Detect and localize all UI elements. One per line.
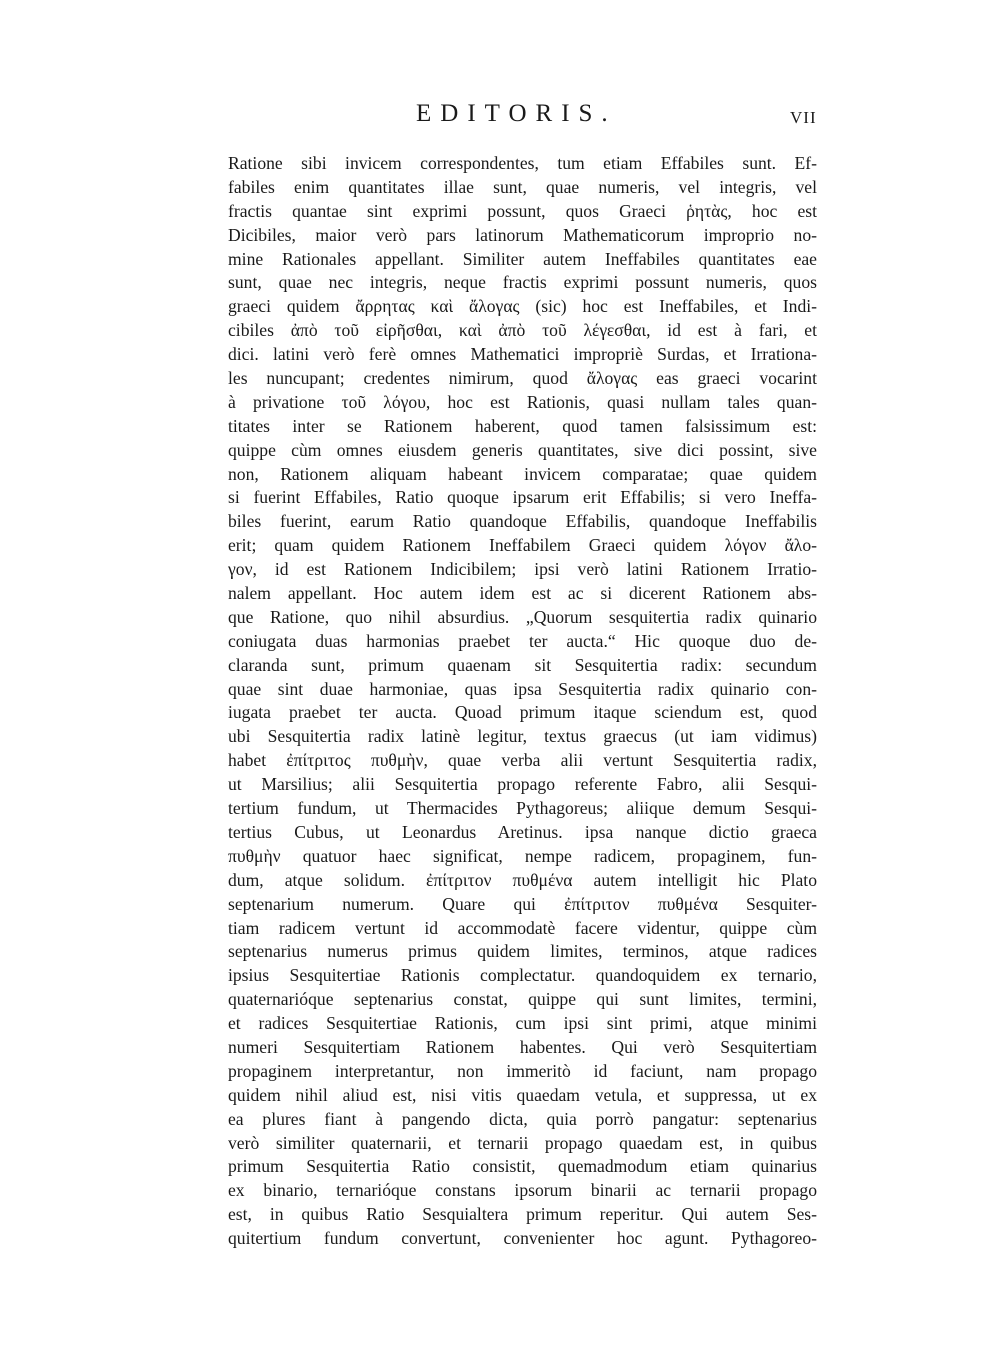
text-line: quidem nihil aliud est, nisi vitis quaedam vetula, et suppressa, ut ex	[228, 1084, 817, 1105]
text-line: quae sint duae harmoniae, quas ipsa Sesquitertia radix quinario con-	[228, 678, 817, 699]
text-line: septenarius numerus primus quidem limites, terminos, atque radices	[228, 941, 817, 962]
text-line: habet ἐπίτριτος πυθμὴν, quae verba alii vertunt Sesquitertia radix,	[228, 750, 817, 771]
text-line: tertium fundum, ut Thermacides Pythagoreus; aliique demum Sesqui-	[228, 798, 817, 819]
text-line: fractis quantae sint exprimi possunt, quos Graeci ῥητὰς, hoc est	[228, 200, 817, 221]
text-line: que Ratione, quo nihil absurdius. „Quorum sesquitertia radix quinario	[228, 606, 817, 627]
text-line: primum Sesquitertia Ratio consistit, quemadmodum etiam quinarius	[228, 1156, 817, 1177]
text-line: Ratione sibi invicem correspondentes, tum etiam Effabiles sunt. Ef-	[228, 153, 817, 173]
text-line: dum, atque solidum. ἐπίτριτον πυθμένα autem intelligit hic Plato	[228, 869, 817, 890]
text-line: verò similiter quaternarii, et ternarii propago quaedam est, in quibus	[228, 1132, 817, 1153]
text-line: claranda sunt, primum quaenam sit Sesquitertia radix: secundum	[228, 654, 817, 675]
text-line: les nuncupant; credentes nimirum, quod ἄλογας eas graeci vocarint	[228, 368, 817, 389]
text-line: et radices Sesquitertiae Rationis, cum ipsi sint primi, atque minimi	[228, 1013, 817, 1034]
text-line: ipsius Sesquitertiae Rationis complectatur. quandoquidem ex ternario,	[228, 965, 817, 986]
text-line: non, Rationem aliquam habeant invicem comparatae; quae quidem	[228, 463, 817, 484]
text-line: sunt, quae nec integris, neque fractis exprimi possunt numeris, quos	[228, 272, 817, 293]
text-line: tertius Cubus, ut Leonardus Aretinus. ipsa nanque dictio graeca	[228, 821, 817, 842]
text-line: γον, id est Rationem Indicibilem; ipsi verò latini Rationem Irratio-	[228, 559, 817, 580]
running-head: EDITORIS.	[416, 100, 617, 127]
text-line: Dicibiles, maior verò pars latinorum Mathematicorum improprio no-	[228, 224, 817, 245]
text-line: coniugata duas harmonias praebet ter aucta.“ Hic quoque duo de-	[228, 630, 817, 651]
text-line: nalem appellant. Hoc autem idem est ac si dicerent Rationem abs-	[228, 583, 817, 604]
page-number: VII	[790, 108, 817, 127]
text-line: propaginem interpretantur, non immeritò id faciunt, nam propago	[228, 1060, 817, 1081]
text-line: quippe cùm omnes eiusdem generis quantitates, sive dici possint, sive	[228, 439, 817, 460]
text-line: ea plures fiant à pangendo dicta, quia porrò pangatur: septenarius	[228, 1108, 817, 1129]
text-line: numeri Sesquitertiam Rationem habentes. Qui verò Sesquitertiam	[228, 1036, 817, 1057]
text-line: biles fuerint, earum Ratio quandoque Effabilis, quandoque Ineffabilis	[228, 511, 817, 532]
text-line: erit; quam quidem Rationem Ineffabilem Graeci quidem λόγον ἄλο-	[228, 535, 817, 556]
text-line: fabiles enim quantitates illae sunt, quae numeris, vel integris, vel	[228, 176, 817, 197]
text-line: graeci quidem ἄρρητας καὶ ἄλογας (sic) hoc est Ineffabiles, et Indi-	[228, 296, 817, 317]
text-line: titates inter se Rationem haberent, quod tamen falsissimum est:	[228, 415, 817, 436]
text-line: ex binario, ternarióque constans ipsorum binarii ac ternarii propago	[228, 1180, 817, 1201]
text-line: iugata praebet ter aucta. Quoad primum itaque sciendum est, quod	[228, 702, 817, 723]
text-line: tiam radicem vertunt id accommodatè facere videntur, quippe cùm	[228, 917, 817, 938]
text-line: quitertium fundum convertunt, convenienter hoc agunt. Pythagoreo-	[228, 1228, 817, 1249]
text-line: cibiles ἀπὸ τοῦ εἰρῆσθαι, καὶ ἀπὸ τοῦ λέγεσθαι, id est à fari, et	[228, 320, 817, 341]
text-line: septenarium numerum. Quare qui ἐπίτριτον πυθμένα Sesquiter-	[228, 893, 817, 914]
body-text	[228, 152, 817, 1251]
text-line: ubi Sesquitertia radix latinè legitur, textus graecus (ut iam vidimus)	[228, 726, 817, 747]
text-line: πυθμὴν quatuor haec significat, nempe radicem, propaginem, fun-	[228, 845, 817, 866]
text-line: ut Marsilius; alii Sesquitertia propago referente Fabro, alii Sesqui-	[228, 774, 817, 795]
text-line: si fuerint Effabiles, Ratio quoque ipsarum erit Effabilis; si vero Ineffa-	[228, 487, 817, 508]
text-line: est, in quibus Ratio Sesquialtera primum reperitur. Qui autem Ses-	[228, 1204, 817, 1225]
text-line: dici. latini verò ferè omnes Mathematici impropriè Surdas, et Irrationa-	[228, 344, 817, 365]
text-line: quaternarióque septenarius constat, quippe qui sunt limites, termini,	[228, 989, 817, 1010]
text-line: à privatione τοῦ λόγου, hoc est Rationis, quasi nullam tales quan-	[228, 391, 817, 412]
text-line: mine Rationales appellant. Similiter autem Ineffabiles quantitates eae	[228, 248, 817, 269]
